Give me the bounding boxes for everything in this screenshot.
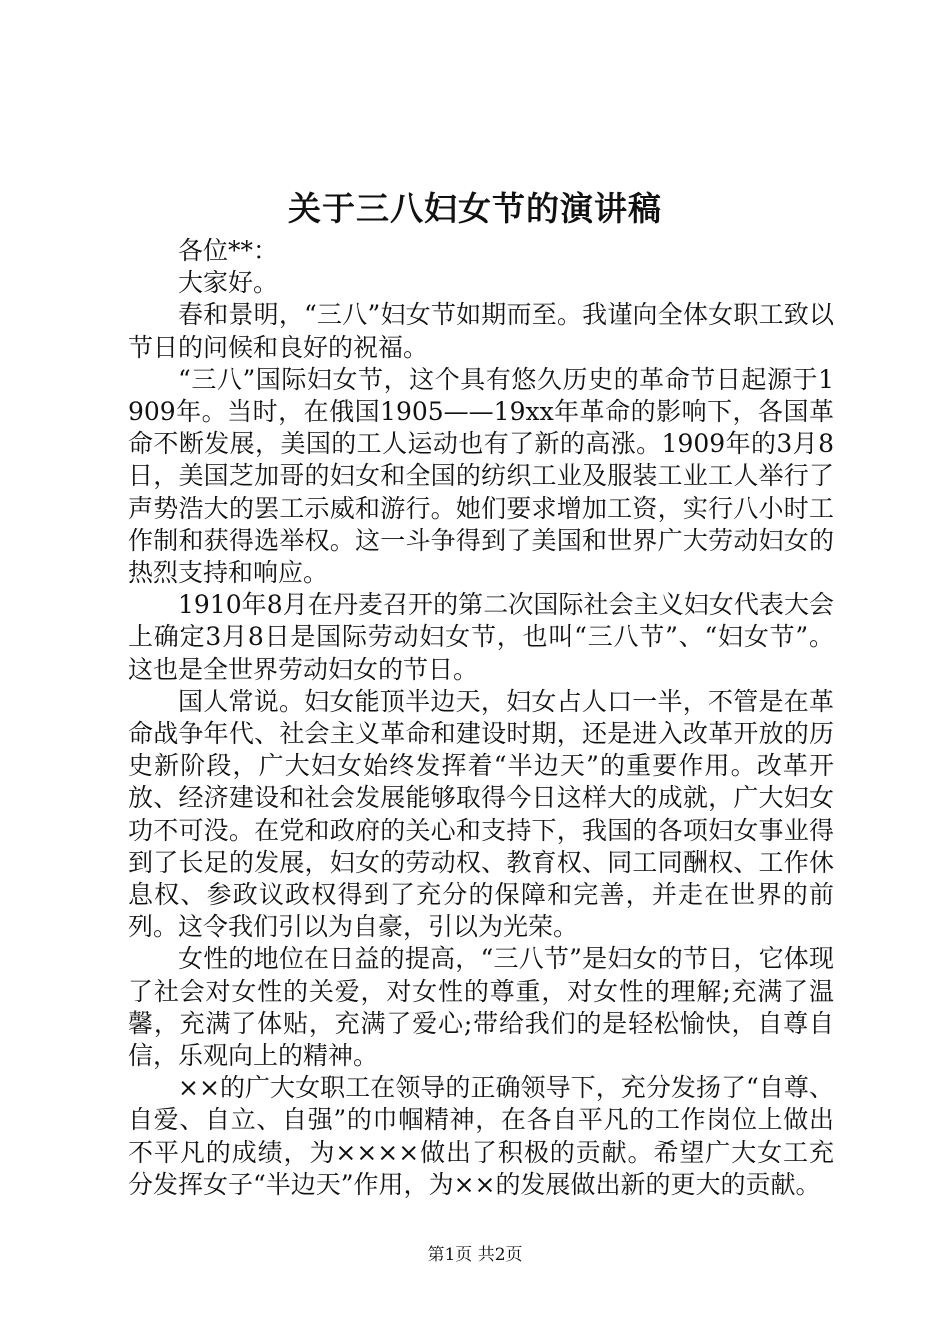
paragraph-salutation: 各位**： — [178, 236, 279, 265]
paragraph-history: “三八”国际妇女节，这个具有悠久历史的革命节日起源于1909年。当时，在俄国1905——19xx年革命的影响下，各国革命不断发展，美国的工人运动也有了新的高涨。1909年的3月8日，美国芝加哥的妇女和全国的纺织工业及服装工业工人举行了声势浩大的罢工示威和游行。她们要求增加工资，实行八小时工作制和获得选举权。这一斗争得到了美国和世界广大劳动妇女的热烈支持和响应。 — [128, 364, 834, 588]
paragraph-half-the-sky: 国人常说。妇女能顶半边天，妇女占人口一半，不管是在革命战争年代、社会主义革命和建设时期，还是进入改革开放的历史新阶段，广大妇女始终发挥着“半边天”的重要作用。改革开放、经济建设和社会发展能够取得今日这样大的成就，广大妇女功不可没。在党和政府的关心和支持下，我国的各项妇女事业得到了长足的发展，妇女的劳动权、教育权、同工同酬权、工作休息权、参政议政权得到了充分的保障和完善，并走在世界的前列。这令我们引以为自豪，引以为光荣。 — [128, 686, 834, 942]
document-title: 关于三八妇女节的演讲稿 — [288, 189, 662, 228]
paragraph-greeting: 大家好。 — [178, 268, 279, 298]
page-number-footer: 第1页 共2页 — [427, 1245, 523, 1265]
paragraph-1910-conference: 1910年8月在丹麦召开的第二次国际社会主义妇女代表大会上确定3月8日是国际劳动妇女节，也叫“三八节”、“妇女节”。这也是全世界劳动妇女的节日。 — [128, 590, 834, 684]
paragraph-womens-status: 女性的地位在日益的提高，“三八节”是妇女的节日，它体现了社会对女性的关爱，对女性的尊重，对女性的理解;充满了温馨，充满了体贴，充满了爱心;带给我们的是轻松愉快，自尊自信，乐观向上的精神。 — [128, 944, 834, 1071]
paragraph-closing: ××的广大女职工在领导的正确领导下，充分发扬了“自尊、自爱、自立、自强”的巾帼精神，在各自平凡的工作岗位上做出不平凡的成绩，为××××做出了积极的贡献。希望广大女工充分发挥女子“半边天”作用，为××的发展做出新的更大的贡献。 — [128, 1073, 834, 1199]
document-body — [128, 235, 834, 1201]
paragraph-opening: 春和景明，“三八”妇女节如期而至。我谨向全体女职工致以节日的问候和良好的祝福。 — [128, 300, 834, 362]
